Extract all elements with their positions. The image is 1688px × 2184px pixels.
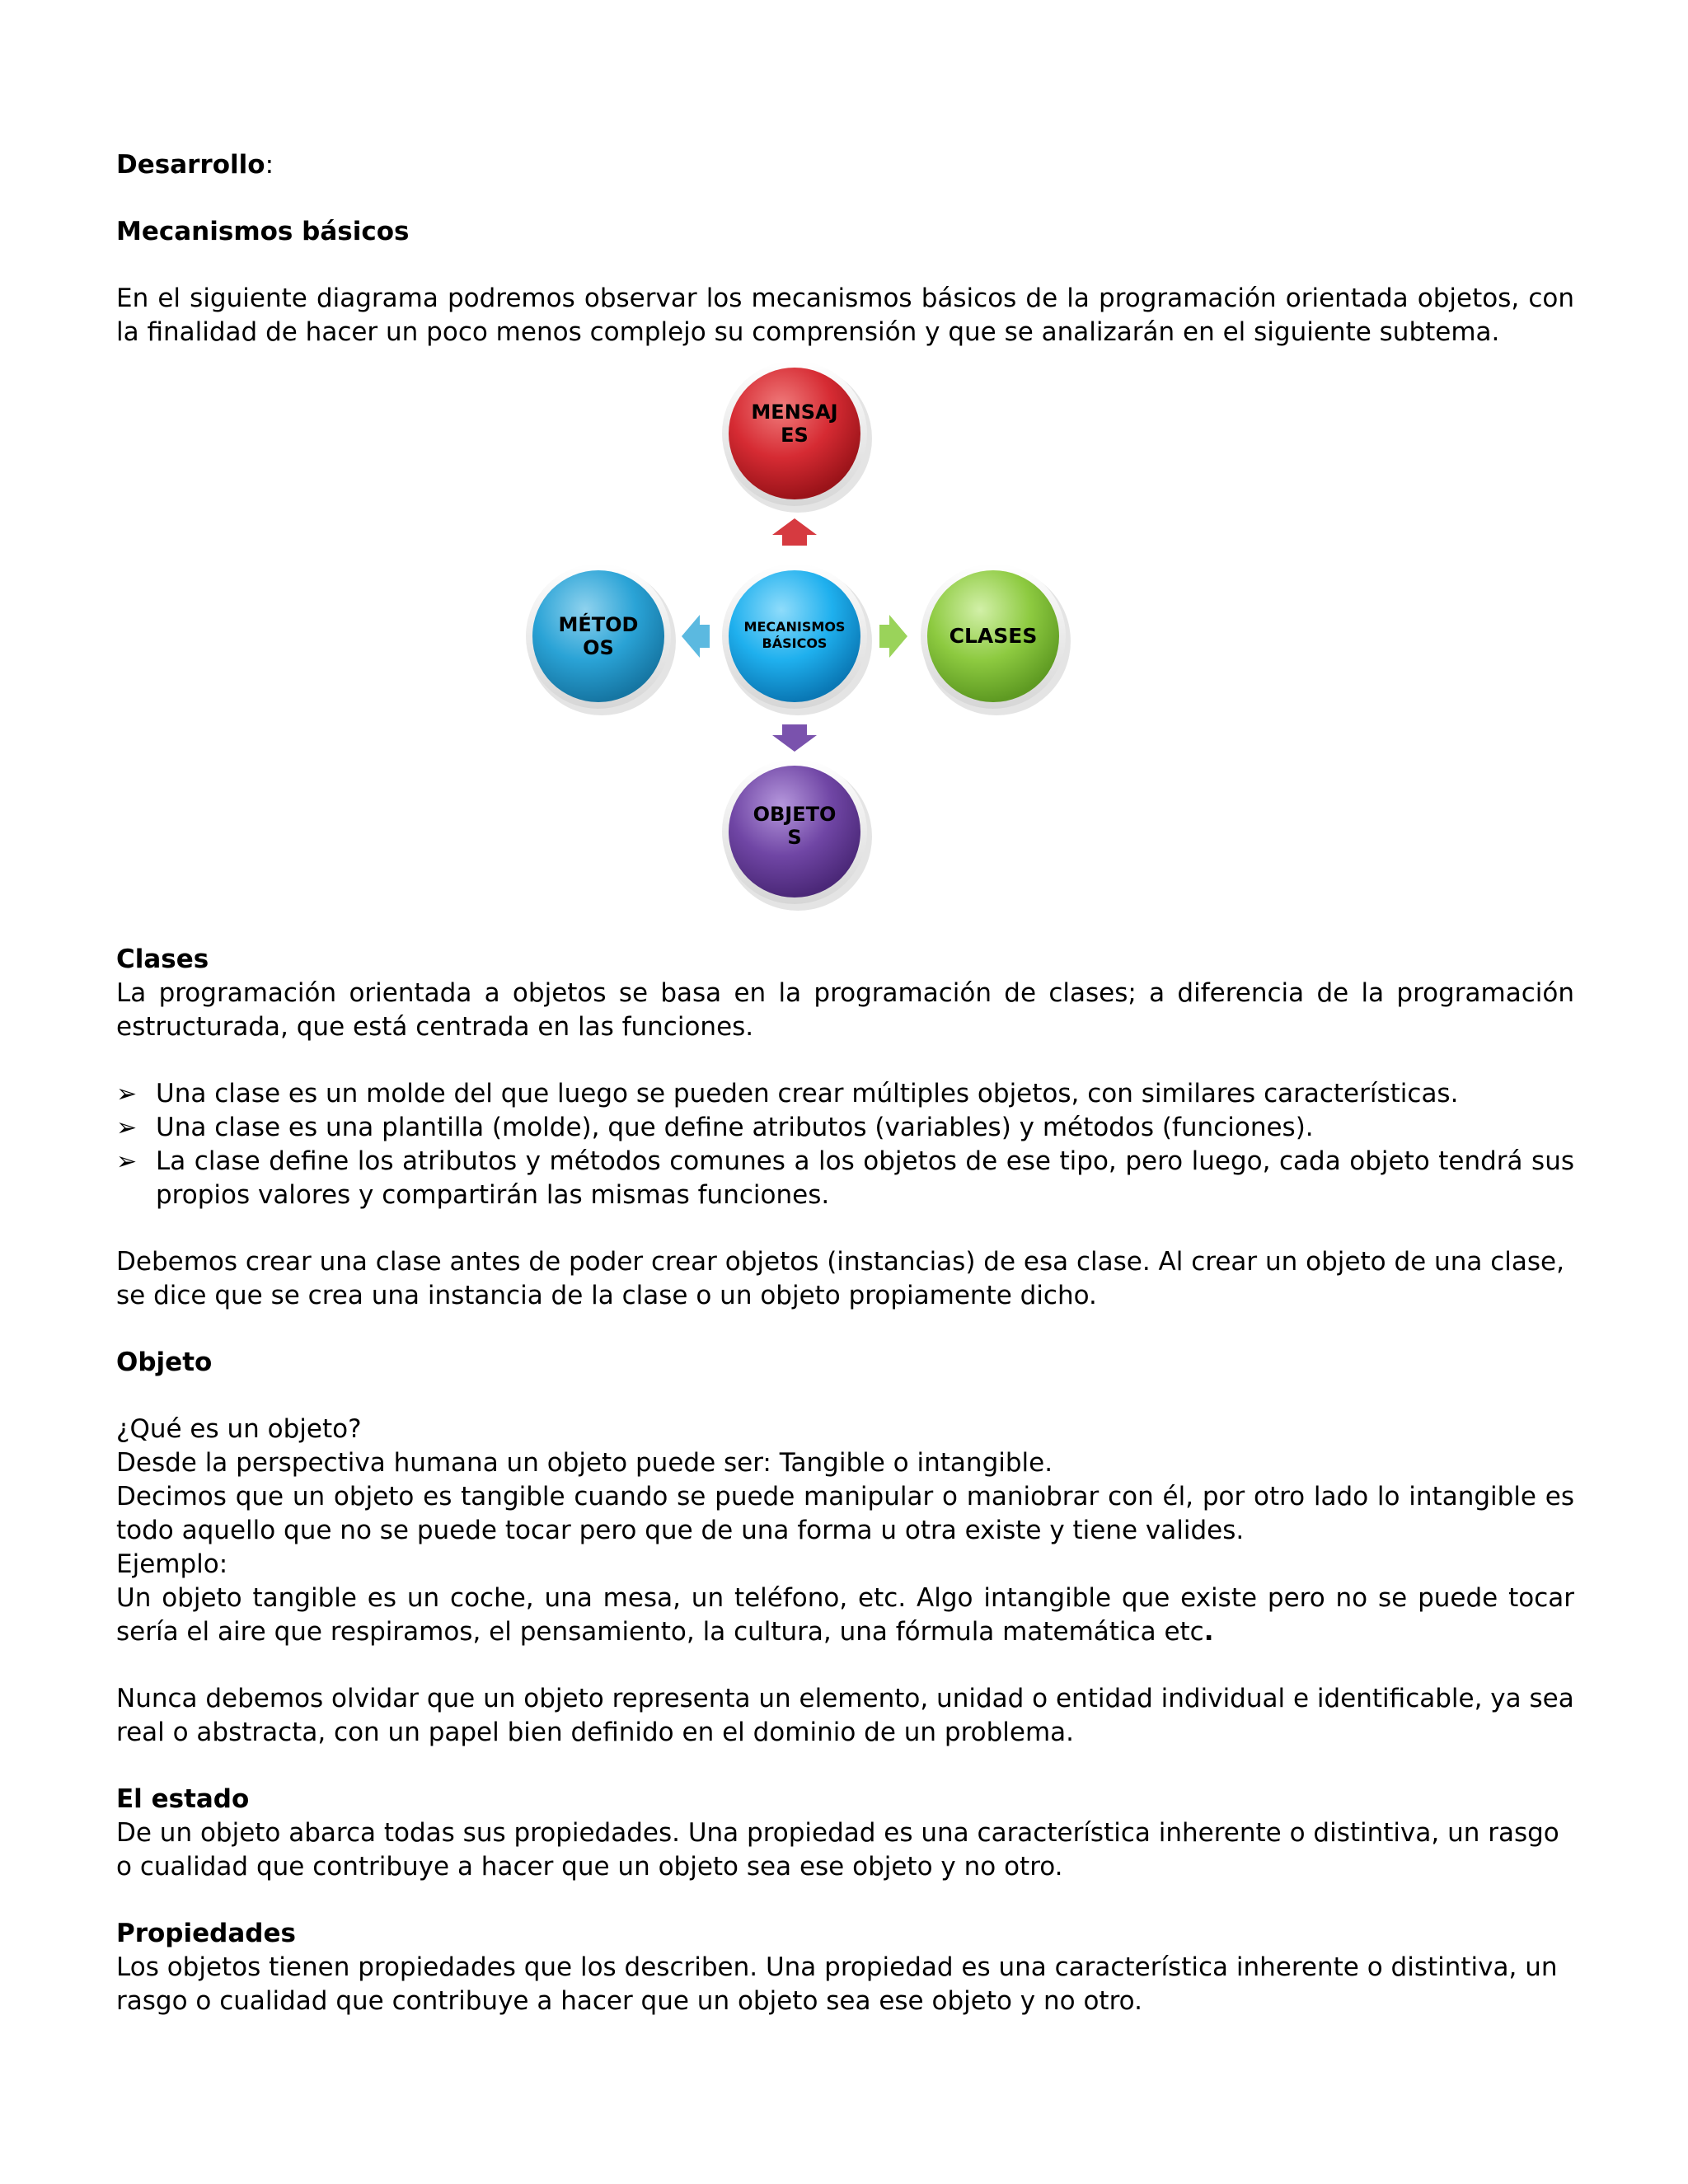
objeto-ejemplo-text: Un objeto tangible es un coche, una mesa, un teléfono, etc. Algo intangible que existe pero no se puede tocar sería el aire que respiramos, el pensamiento, la cultura, una fórmula matemática etc [116,1583,1574,1647]
label-clases [935,625,1051,648]
objeto-ejemplo-period: . [1203,1617,1214,1647]
label-clases-line1: CLASES [949,624,1038,648]
label-mensajes-line2: ES [781,424,809,447]
objeto-line2: Decimos que un objeto es tangible cuando se puede manipular o maniobrar con él, por otro lado lo intangible es todo aquello que no se puede tocar pero que de una forma u otra existe y tiene valides. [116,1482,1574,1545]
label-metodos-line2: OS [583,636,614,659]
label-objetos-line2: S [787,826,802,849]
bullet-text: Una clase es una plantilla (molde), que define atributos (variables) y métodos (funciones). [156,1113,1314,1142]
label-mecanismos [737,619,852,652]
clases-paragraph-instancia: Debemos crear una clase antes de poder crear objetos (instancias) de esa clase. Al crear un objeto de una clase, se dice que se crea una instancia de la clase o un objeto propiamente dicho. [116,1247,1564,1310]
mecanismos-heading: Mecanismos básicos [116,217,410,246]
objeto-paragraph-nunca: Nunca debemos olvidar que un objeto representa un elemento, unidad o entidad individual e identificable, ya sea real o abstracta, con un papel bien definido en el dominio de un problema. [116,1684,1574,1747]
bullet-text: La clase define los atributos y métodos comunes a los objetos de ese tipo, pero luego, cada objeto tendrá sus propios valores y compartirán las mismas funciones. [156,1146,1574,1210]
intro-paragraph: En el siguiente diagrama podremos observar los mecanismos básicos de la programación orientada objetos, con la finalidad de hacer un poco menos complejo su comprensión y que se analizarán en el siguiente subtema. [116,284,1574,347]
mecanismos-diagram [116,349,1574,943]
propiedades-heading: Propiedades [116,1919,296,1948]
label-objetos [745,803,844,849]
arrow-bullet-icon: ➢ [116,1113,138,1142]
estado-paragraph: De un objeto abarca todas sus propiedades. Una propiedad es una característica inherente o distintiva, un rasgo o cualidad que contribuye a hacer que un objeto sea ese objeto y no otro. [116,1818,1559,1882]
arrow-down-icon [772,724,817,752]
arrow-left-icon [682,615,710,658]
arrow-right-icon [879,615,907,658]
label-metodos [549,613,648,659]
document-page [116,148,1574,2018]
arrow-bullet-icon: ➢ [116,1080,138,1108]
desarrollo-heading: Desarrollo [116,150,265,180]
list-item [116,1077,1574,1111]
bullet-text: Una clase es un molde del que luego se pueden crear múltiples objetos, con similares características. [156,1079,1459,1108]
label-mensajes [745,401,844,447]
list-item [116,1145,1574,1212]
arrow-up-icon [772,518,817,546]
desarrollo-heading-line [116,148,1574,182]
arrow-bullet-icon: ➢ [116,1147,138,1176]
label-mensajes-line1: MENSAJ [751,401,838,424]
clases-heading: Clases [116,944,209,974]
objeto-ejemplo-text-line [116,1582,1574,1649]
list-item [116,1111,1574,1145]
objeto-line1: Desde la perspectiva humana un objeto puede ser: Tangible o intangible. [116,1448,1053,1478]
label-metodos-line1: MÉTOD [558,613,639,636]
desarrollo-colon: : [265,150,274,180]
objeto-heading: Objeto [116,1347,213,1377]
label-mecanismos-line2: BÁSICOS [762,635,828,651]
label-objetos-line1: OBJETO [753,803,837,826]
objeto-question: ¿Qué es un objeto? [116,1414,362,1444]
label-mecanismos-line1: MECANISMOS [743,619,846,635]
propiedades-paragraph: Los objetos tienen propiedades que los describen. Una propiedad es una característica inherente o distintiva, un rasgo o cualidad que contribuye a hacer que un objeto sea ese objeto y no otro. [116,1952,1558,2016]
clases-paragraph: La programación orientada a objetos se basa en la programación de clases; a diferencia de la programación estructurada, que está centrada en las funciones. [116,978,1574,1042]
estado-heading: El estado [116,1784,250,1814]
clases-bullet-list [116,1077,1574,1212]
objeto-ejemplo-label: Ejemplo: [116,1549,228,1579]
